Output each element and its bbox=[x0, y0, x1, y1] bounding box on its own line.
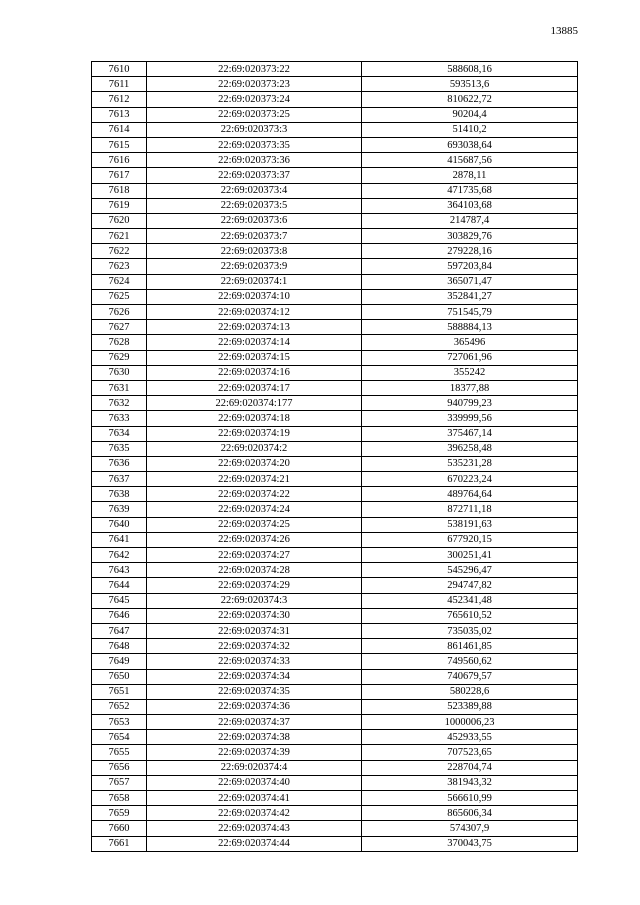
row-number-cell: 7647 bbox=[92, 623, 147, 638]
row-number-cell: 7648 bbox=[92, 639, 147, 654]
row-number-cell: 7626 bbox=[92, 305, 147, 320]
row-number-cell: 7650 bbox=[92, 669, 147, 684]
table-row bbox=[92, 92, 578, 107]
cadastral-number-cell: 22:69:020373:5 bbox=[147, 198, 362, 213]
table-row bbox=[92, 320, 578, 335]
row-number-cell: 7615 bbox=[92, 137, 147, 152]
cadastral-value-cell: 303829,76 bbox=[362, 229, 578, 244]
cadastral-number-cell: 22:69:020374:30 bbox=[147, 608, 362, 623]
row-number-cell: 7649 bbox=[92, 654, 147, 669]
table-row bbox=[92, 654, 578, 669]
cadastral-value-cell: 861461,85 bbox=[362, 639, 578, 654]
table-row bbox=[92, 198, 578, 213]
table-row bbox=[92, 639, 578, 654]
cadastral-value-cell: 810622,72 bbox=[362, 92, 578, 107]
table-row bbox=[92, 806, 578, 821]
table-row bbox=[92, 836, 578, 851]
cadastral-value-cell: 765610,52 bbox=[362, 608, 578, 623]
table-row bbox=[92, 669, 578, 684]
table-row bbox=[92, 684, 578, 699]
row-number-cell: 7633 bbox=[92, 411, 147, 426]
table-row bbox=[92, 472, 578, 487]
cadastral-value-cell: 90204,4 bbox=[362, 107, 578, 122]
cadastral-number-cell: 22:69:020374:177 bbox=[147, 396, 362, 411]
cadastral-value-cell: 727061,96 bbox=[362, 350, 578, 365]
row-number-cell: 7661 bbox=[92, 836, 147, 851]
row-number-cell: 7638 bbox=[92, 487, 147, 502]
cadastral-number-cell: 22:69:020373:25 bbox=[147, 107, 362, 122]
cadastral-number-cell: 22:69:020374:22 bbox=[147, 487, 362, 502]
row-number-cell: 7651 bbox=[92, 684, 147, 699]
row-number-cell: 7660 bbox=[92, 821, 147, 836]
table-row bbox=[92, 213, 578, 228]
cadastral-number-cell: 22:69:020374:18 bbox=[147, 411, 362, 426]
cadastral-number-cell: 22:69:020374:19 bbox=[147, 426, 362, 441]
cadastral-value-cell: 735035,02 bbox=[362, 623, 578, 638]
cadastral-value-cell: 370043,75 bbox=[362, 836, 578, 851]
table-row bbox=[92, 517, 578, 532]
cadastral-value-cell: 452933,55 bbox=[362, 730, 578, 745]
cadastral-number-cell: 22:69:020373:37 bbox=[147, 168, 362, 183]
row-number-cell: 7614 bbox=[92, 122, 147, 137]
row-number-cell: 7610 bbox=[92, 62, 147, 77]
table-row bbox=[92, 699, 578, 714]
cadastral-number-cell: 22:69:020374:25 bbox=[147, 517, 362, 532]
table-row bbox=[92, 396, 578, 411]
cadastral-number-cell: 22:69:020374:24 bbox=[147, 502, 362, 517]
cadastral-value-cell: 375467,14 bbox=[362, 426, 578, 441]
cadastral-value-cell: 339999,56 bbox=[362, 411, 578, 426]
cadastral-value-cell: 670223,24 bbox=[362, 472, 578, 487]
table-row bbox=[92, 274, 578, 289]
cadastral-number-cell: 22:69:020373:36 bbox=[147, 153, 362, 168]
cadastral-number-cell: 22:69:020374:41 bbox=[147, 791, 362, 806]
cadastral-value-cell: 865606,34 bbox=[362, 806, 578, 821]
cadastral-value-cell: 355242 bbox=[362, 365, 578, 380]
cadastral-value-cell: 545296,47 bbox=[362, 563, 578, 578]
cadastral-value-cell: 940799,23 bbox=[362, 396, 578, 411]
row-number-cell: 7639 bbox=[92, 502, 147, 517]
table-row bbox=[92, 229, 578, 244]
row-number-cell: 7632 bbox=[92, 396, 147, 411]
table-row bbox=[92, 745, 578, 760]
cadastral-number-cell: 22:69:020374:4 bbox=[147, 760, 362, 775]
row-number-cell: 7653 bbox=[92, 715, 147, 730]
row-number-cell: 7642 bbox=[92, 548, 147, 563]
row-number-cell: 7657 bbox=[92, 775, 147, 790]
table-body bbox=[92, 62, 578, 852]
row-number-cell: 7621 bbox=[92, 229, 147, 244]
row-number-cell: 7640 bbox=[92, 517, 147, 532]
row-number-cell: 7636 bbox=[92, 456, 147, 471]
cadastral-number-cell: 22:69:020373:35 bbox=[147, 137, 362, 152]
cadastral-value-cell: 279228,16 bbox=[362, 244, 578, 259]
table-row bbox=[92, 350, 578, 365]
row-number-cell: 7625 bbox=[92, 289, 147, 304]
row-number-cell: 7624 bbox=[92, 274, 147, 289]
row-number-cell: 7627 bbox=[92, 320, 147, 335]
table-row bbox=[92, 426, 578, 441]
cadastral-value-cell: 707523,65 bbox=[362, 745, 578, 760]
row-number-cell: 7645 bbox=[92, 593, 147, 608]
table-row bbox=[92, 259, 578, 274]
row-number-cell: 7611 bbox=[92, 77, 147, 92]
table-row bbox=[92, 62, 578, 77]
table-row bbox=[92, 107, 578, 122]
cadastral-number-cell: 22:69:020374:34 bbox=[147, 669, 362, 684]
cadastral-value-cell: 452341,48 bbox=[362, 593, 578, 608]
cadastral-value-cell: 677920,15 bbox=[362, 532, 578, 547]
row-number-cell: 7652 bbox=[92, 699, 147, 714]
cadastral-value-cell: 381943,32 bbox=[362, 775, 578, 790]
table-row bbox=[92, 380, 578, 395]
cadastral-number-cell: 22:69:020374:20 bbox=[147, 456, 362, 471]
cadastral-number-cell: 22:69:020374:14 bbox=[147, 335, 362, 350]
cadastral-value-cell: 18377,88 bbox=[362, 380, 578, 395]
cadastral-value-cell: 749560,62 bbox=[362, 654, 578, 669]
cadastral-value-cell: 415687,56 bbox=[362, 153, 578, 168]
row-number-cell: 7623 bbox=[92, 259, 147, 274]
cadastral-value-cell: 228704,74 bbox=[362, 760, 578, 775]
cadastral-number-cell: 22:69:020373:3 bbox=[147, 122, 362, 137]
table-row bbox=[92, 456, 578, 471]
cadastral-number-cell: 22:69:020373:4 bbox=[147, 183, 362, 198]
table-row bbox=[92, 593, 578, 608]
cadastral-value-cell: 538191,63 bbox=[362, 517, 578, 532]
cadastral-value-cell: 580228,6 bbox=[362, 684, 578, 699]
cadastral-number-cell: 22:69:020373:24 bbox=[147, 92, 362, 107]
cadastral-value-cell: 523389,88 bbox=[362, 699, 578, 714]
table-row bbox=[92, 760, 578, 775]
table-row bbox=[92, 791, 578, 806]
table-row bbox=[92, 487, 578, 502]
cadastral-number-cell: 22:69:020374:2 bbox=[147, 441, 362, 456]
table-row bbox=[92, 715, 578, 730]
cadastral-value-cell: 364103,68 bbox=[362, 198, 578, 213]
table-row bbox=[92, 623, 578, 638]
table-row bbox=[92, 122, 578, 137]
cadastral-number-cell: 22:69:020374:26 bbox=[147, 532, 362, 547]
cadastral-number-cell: 22:69:020374:36 bbox=[147, 699, 362, 714]
cadastral-number-cell: 22:69:020374:27 bbox=[147, 548, 362, 563]
cadastral-value-cell: 365071,47 bbox=[362, 274, 578, 289]
table-row bbox=[92, 775, 578, 790]
row-number-cell: 7658 bbox=[92, 791, 147, 806]
cadastral-value-cell: 294747,82 bbox=[362, 578, 578, 593]
cadastral-value-cell: 535231,28 bbox=[362, 456, 578, 471]
row-number-cell: 7612 bbox=[92, 92, 147, 107]
cadastral-number-cell: 22:69:020373:8 bbox=[147, 244, 362, 259]
cadastral-number-cell: 22:69:020374:21 bbox=[147, 472, 362, 487]
cadastral-number-cell: 22:69:020374:10 bbox=[147, 289, 362, 304]
cadastral-number-cell: 22:69:020374:39 bbox=[147, 745, 362, 760]
cadastral-number-cell: 22:69:020374:28 bbox=[147, 563, 362, 578]
row-number-cell: 7613 bbox=[92, 107, 147, 122]
cadastral-value-cell: 365496 bbox=[362, 335, 578, 350]
cadastral-value-cell: 751545,79 bbox=[362, 305, 578, 320]
row-number-cell: 7617 bbox=[92, 168, 147, 183]
table-row bbox=[92, 532, 578, 547]
row-number-cell: 7620 bbox=[92, 213, 147, 228]
table-row bbox=[92, 578, 578, 593]
cadastral-number-cell: 22:69:020374:42 bbox=[147, 806, 362, 821]
cadastral-number-cell: 22:69:020374:1 bbox=[147, 274, 362, 289]
row-number-cell: 7619 bbox=[92, 198, 147, 213]
table-row bbox=[92, 730, 578, 745]
table-row bbox=[92, 502, 578, 517]
cadastral-value-cell: 574307,9 bbox=[362, 821, 578, 836]
row-number-cell: 7629 bbox=[92, 350, 147, 365]
cadastral-value-cell: 588884,13 bbox=[362, 320, 578, 335]
cadastral-value-cell: 396258,48 bbox=[362, 441, 578, 456]
table-row bbox=[92, 608, 578, 623]
page-number: 13885 bbox=[550, 25, 578, 37]
cadastral-number-cell: 22:69:020373:6 bbox=[147, 213, 362, 228]
table-row bbox=[92, 821, 578, 836]
cadastral-number-cell: 22:69:020374:13 bbox=[147, 320, 362, 335]
row-number-cell: 7655 bbox=[92, 745, 147, 760]
row-number-cell: 7637 bbox=[92, 472, 147, 487]
cadastral-value-cell: 352841,27 bbox=[362, 289, 578, 304]
table-row bbox=[92, 305, 578, 320]
row-number-cell: 7659 bbox=[92, 806, 147, 821]
cadastral-value-cell: 693038,64 bbox=[362, 137, 578, 152]
cadastral-value-table bbox=[91, 61, 578, 852]
table-row bbox=[92, 244, 578, 259]
table-row bbox=[92, 168, 578, 183]
table-row bbox=[92, 77, 578, 92]
cadastral-number-cell: 22:69:020374:40 bbox=[147, 775, 362, 790]
row-number-cell: 7631 bbox=[92, 380, 147, 395]
cadastral-number-cell: 22:69:020373:7 bbox=[147, 229, 362, 244]
cadastral-number-cell: 22:69:020373:9 bbox=[147, 259, 362, 274]
cadastral-value-cell: 214787,4 bbox=[362, 213, 578, 228]
cadastral-number-cell: 22:69:020374:33 bbox=[147, 654, 362, 669]
row-number-cell: 7622 bbox=[92, 244, 147, 259]
cadastral-number-cell: 22:69:020374:16 bbox=[147, 365, 362, 380]
cadastral-number-cell: 22:69:020374:43 bbox=[147, 821, 362, 836]
row-number-cell: 7634 bbox=[92, 426, 147, 441]
cadastral-number-cell: 22:69:020374:17 bbox=[147, 380, 362, 395]
table-row bbox=[92, 548, 578, 563]
row-number-cell: 7628 bbox=[92, 335, 147, 350]
row-number-cell: 7641 bbox=[92, 532, 147, 547]
cadastral-value-cell: 566610,99 bbox=[362, 791, 578, 806]
row-number-cell: 7618 bbox=[92, 183, 147, 198]
cadastral-value-cell: 2878,11 bbox=[362, 168, 578, 183]
cadastral-number-cell: 22:69:020373:22 bbox=[147, 62, 362, 77]
cadastral-number-cell: 22:69:020374:3 bbox=[147, 593, 362, 608]
cadastral-value-cell: 300251,41 bbox=[362, 548, 578, 563]
cadastral-number-cell: 22:69:020374:44 bbox=[147, 836, 362, 851]
row-number-cell: 7630 bbox=[92, 365, 147, 380]
table-row bbox=[92, 335, 578, 350]
table-row bbox=[92, 137, 578, 152]
row-number-cell: 7646 bbox=[92, 608, 147, 623]
cadastral-value-cell: 489764,64 bbox=[362, 487, 578, 502]
cadastral-value-cell: 872711,18 bbox=[362, 502, 578, 517]
cadastral-number-cell: 22:69:020373:23 bbox=[147, 77, 362, 92]
cadastral-value-cell: 471735,68 bbox=[362, 183, 578, 198]
cadastral-number-cell: 22:69:020374:38 bbox=[147, 730, 362, 745]
row-number-cell: 7643 bbox=[92, 563, 147, 578]
cadastral-number-cell: 22:69:020374:29 bbox=[147, 578, 362, 593]
cadastral-value-cell: 597203,84 bbox=[362, 259, 578, 274]
cadastral-number-cell: 22:69:020374:32 bbox=[147, 639, 362, 654]
table-row bbox=[92, 289, 578, 304]
cadastral-value-cell: 588608,16 bbox=[362, 62, 578, 77]
row-number-cell: 7616 bbox=[92, 153, 147, 168]
cadastral-number-cell: 22:69:020374:35 bbox=[147, 684, 362, 699]
table-row bbox=[92, 411, 578, 426]
table-row bbox=[92, 183, 578, 198]
row-number-cell: 7635 bbox=[92, 441, 147, 456]
table-row bbox=[92, 365, 578, 380]
table-row bbox=[92, 563, 578, 578]
cadastral-number-cell: 22:69:020374:37 bbox=[147, 715, 362, 730]
table-row bbox=[92, 441, 578, 456]
cadastral-value-cell: 1000006,23 bbox=[362, 715, 578, 730]
cadastral-number-cell: 22:69:020374:31 bbox=[147, 623, 362, 638]
cadastral-number-cell: 22:69:020374:12 bbox=[147, 305, 362, 320]
cadastral-number-cell: 22:69:020374:15 bbox=[147, 350, 362, 365]
row-number-cell: 7654 bbox=[92, 730, 147, 745]
cadastral-value-cell: 740679,57 bbox=[362, 669, 578, 684]
row-number-cell: 7656 bbox=[92, 760, 147, 775]
cadastral-value-cell: 593513,6 bbox=[362, 77, 578, 92]
table-row bbox=[92, 153, 578, 168]
row-number-cell: 7644 bbox=[92, 578, 147, 593]
cadastral-value-cell: 51410,2 bbox=[362, 122, 578, 137]
